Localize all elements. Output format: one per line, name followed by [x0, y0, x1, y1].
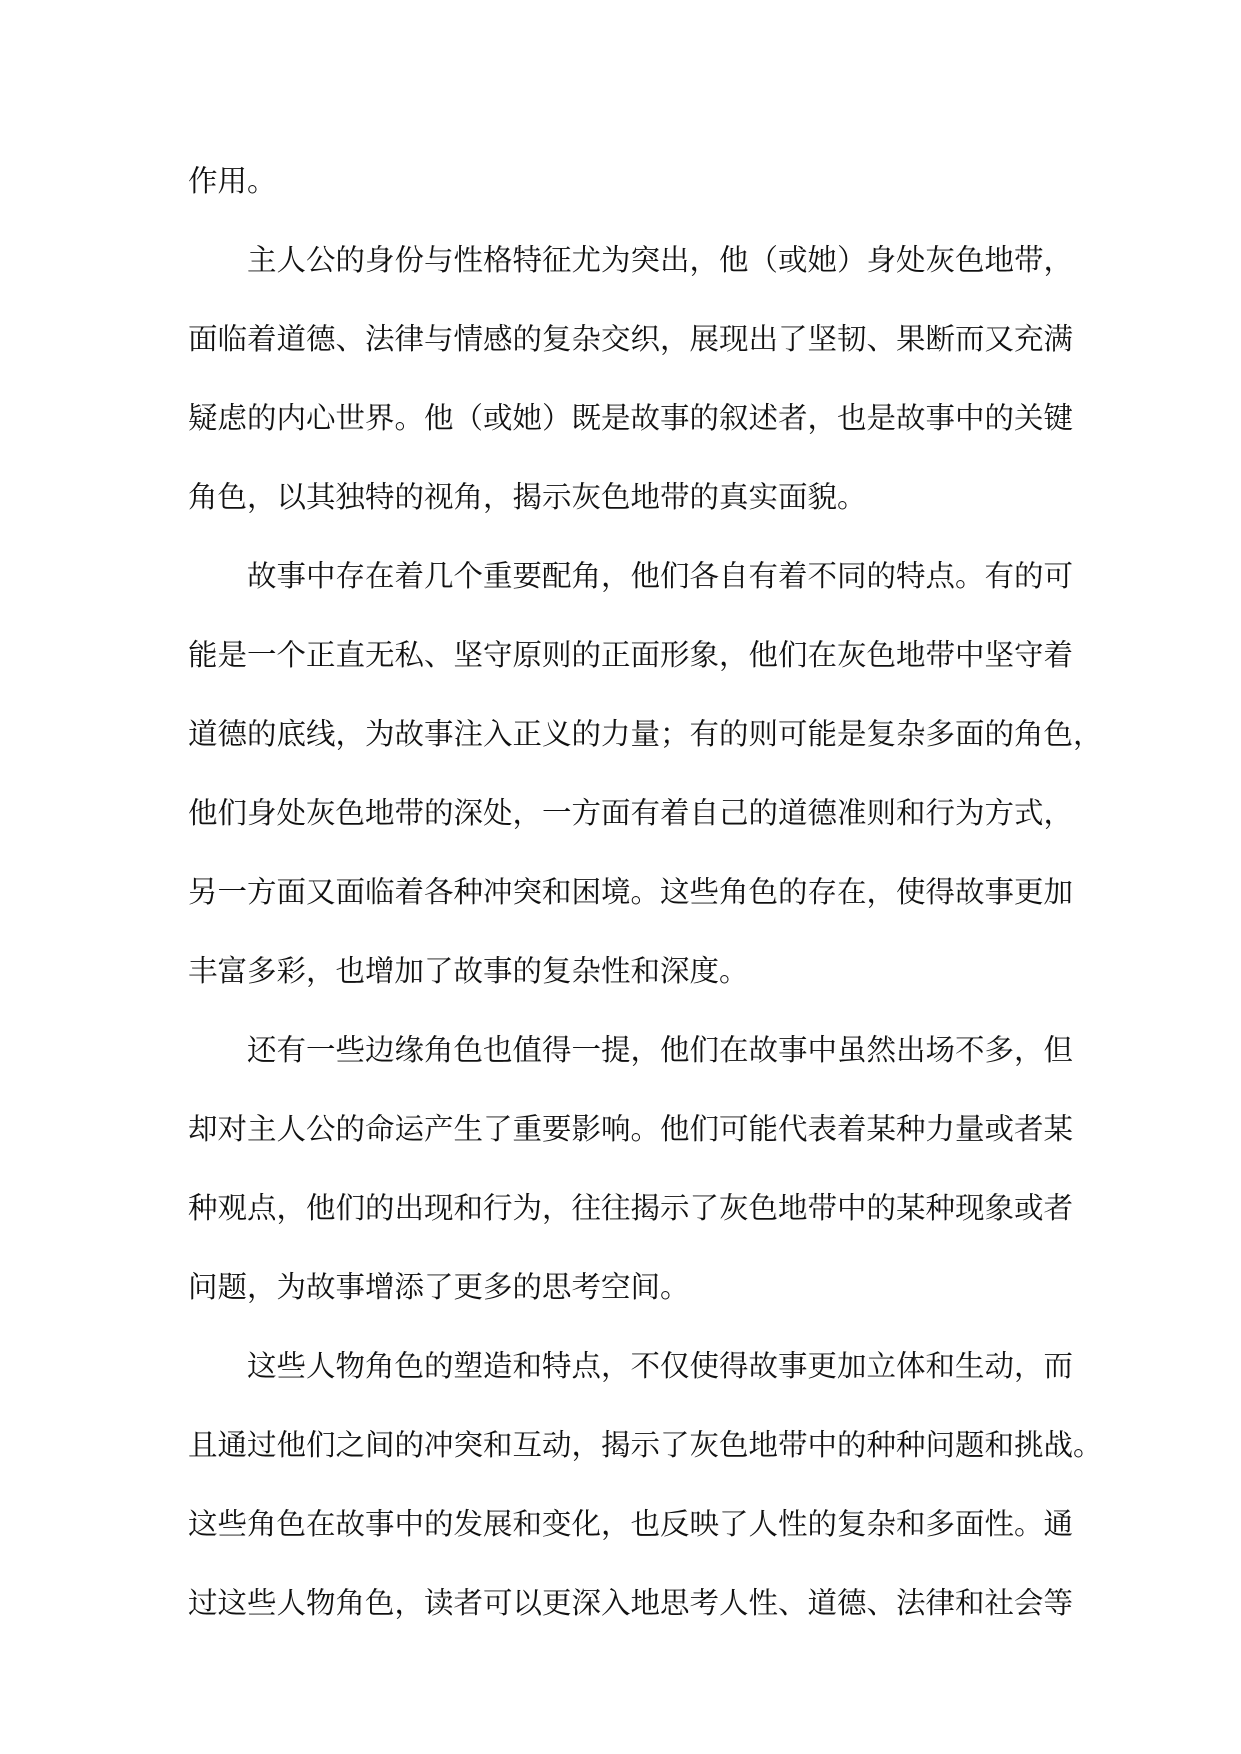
paragraph-line: 且通过他们之间的冲突和互动，揭示了灰色地带中的种种问题和挑战。: [188, 1428, 1103, 1462]
paragraph-line: 过这些人物角色，读者可以更深入地思考人性、道德、法律和社会等: [188, 1586, 1074, 1620]
paragraph-line: 作用。: [188, 164, 277, 198]
paragraph-line: 故事中存在着几个重要配角，他们各自有着不同的特点。有的可: [247, 559, 1074, 593]
paragraph-line: 角色，以其独特的视角，揭示灰色地带的真实面貌。: [188, 480, 867, 514]
paragraph-line: 这些角色在故事中的发展和变化，也反映了人性的复杂和多面性。通: [188, 1507, 1074, 1541]
paragraph-line: 还有一些边缘角色也值得一提，他们在故事中虽然出场不多，但: [247, 1033, 1074, 1067]
body-text: [188, 142, 1103, 1643]
paragraph-line: 种观点，他们的出现和行为，往往揭示了灰色地带中的某种现象或者: [188, 1191, 1074, 1225]
paragraph-line: 面临着道德、法律与情感的复杂交织，展现出了坚韧、果断而又充满: [188, 322, 1074, 356]
paragraph-line: 这些人物角色的塑造和特点，不仅使得故事更加立体和生动，而: [247, 1349, 1074, 1383]
paragraph-line: 丰富多彩，也增加了故事的复杂性和深度。: [188, 954, 749, 988]
paragraph-line: 另一方面又面临着各种冲突和困境。这些角色的存在，使得故事更加: [188, 875, 1074, 909]
paragraph-line: 主人公的身份与性格特征尤为突出，他（或她）身处灰色地带，: [247, 243, 1074, 277]
paragraph-line: 能是一个正直无私、坚守原则的正面形象，他们在灰色地带中坚守着: [188, 638, 1074, 672]
paragraph-line: 却对主人公的命运产生了重要影响。他们可能代表着某种力量或者某: [188, 1112, 1074, 1146]
paragraph-line: 疑虑的内心世界。他（或她）既是故事的叙述者，也是故事中的关键: [188, 401, 1074, 435]
paragraph-line: 他们身处灰色地带的深处，一方面有着自己的道德准则和行为方式，: [188, 796, 1074, 830]
paragraph-line: 道德的底线，为故事注入正义的力量；有的则可能是复杂多面的角色，: [188, 717, 1103, 751]
paragraph-line: 问题，为故事增添了更多的思考空间。: [188, 1270, 690, 1304]
